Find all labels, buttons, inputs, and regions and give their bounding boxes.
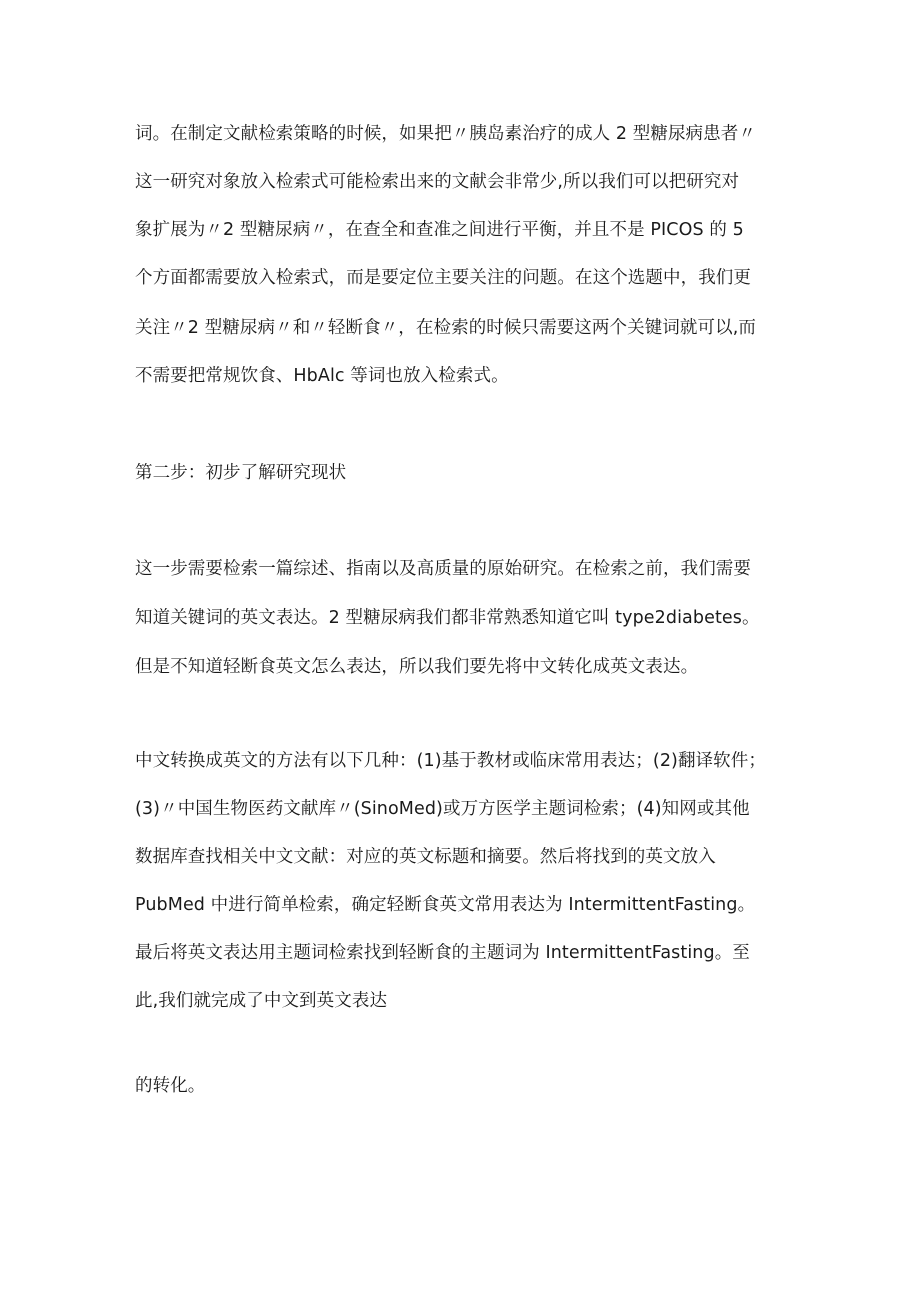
paragraph1-line-1: 词。在制定文献检索策略的时候，如果把〃胰岛素治疗的成人 2 型糖尿病患者〃 <box>135 124 756 144</box>
paragraph3-line-1: 中文转换成英文的方法有以下几种：(1)基于教材或临床常用表达；(2)翻译软件； <box>135 751 766 771</box>
paragraph3-line-4: PubMed 中进行简单检索，确定轻断食英文常用表达为 IntermittentFasting。 <box>135 895 756 915</box>
paragraph4-line-1: 的转化。 <box>135 1076 206 1096</box>
paragraph3-line-3: 数据库查找相关中文文献：对应的英文标题和摘要。然后将找到的英文放入 <box>135 847 716 867</box>
paragraph1-line-4: 个方面都需要放入检索式，而是要定位主要关注的问题。在这个选题中，我们更 <box>135 268 751 288</box>
paragraph1-line-5: 关注〃2 型糖尿病〃和〃轻断食〃，在检索的时候只需要这两个关键词就可以,而 <box>135 318 756 338</box>
paragraph2-line-2: 知道关键词的英文表达。2 型糖尿病我们都非常熟悉知道它叫 type2diabetes。 <box>135 608 760 628</box>
paragraph2-line-3: 但是不知道轻断食英文怎么表达，所以我们要先将中文转化成英文表达。 <box>135 657 699 677</box>
paragraph1-line-6: 不需要把常规饮食、HbAlc 等词也放入检索式。 <box>135 366 509 386</box>
paragraph1-line-3: 象扩展为〃2 型糖尿病〃，在查全和查准之间进行平衡，并且不是 PICOS 的 5 <box>135 220 744 240</box>
paragraph3-line-5: 最后将英文表达用主题词检索找到轻断食的主题词为 IntermittentFasting。至 <box>135 943 750 963</box>
paragraph3-line-6: 此,我们就完成了中文到英文表达 <box>135 991 388 1011</box>
paragraph1-line-2: 这一研究对象放入检索式可能检索出来的文献会非常少,所以我们可以把研究对 <box>135 172 740 192</box>
paragraph2-line-1: 这一步需要检索一篇综述、指南以及高质量的原始研究。在检索之前，我们需要 <box>135 559 751 579</box>
paragraph3-line-2: (3)〃中国生物医药文献库〃(SinoMed)或万方医学主题词检索；(4)知网或其他 <box>135 799 750 819</box>
section-heading: 第二步：初步了解研究现状 <box>135 463 347 483</box>
